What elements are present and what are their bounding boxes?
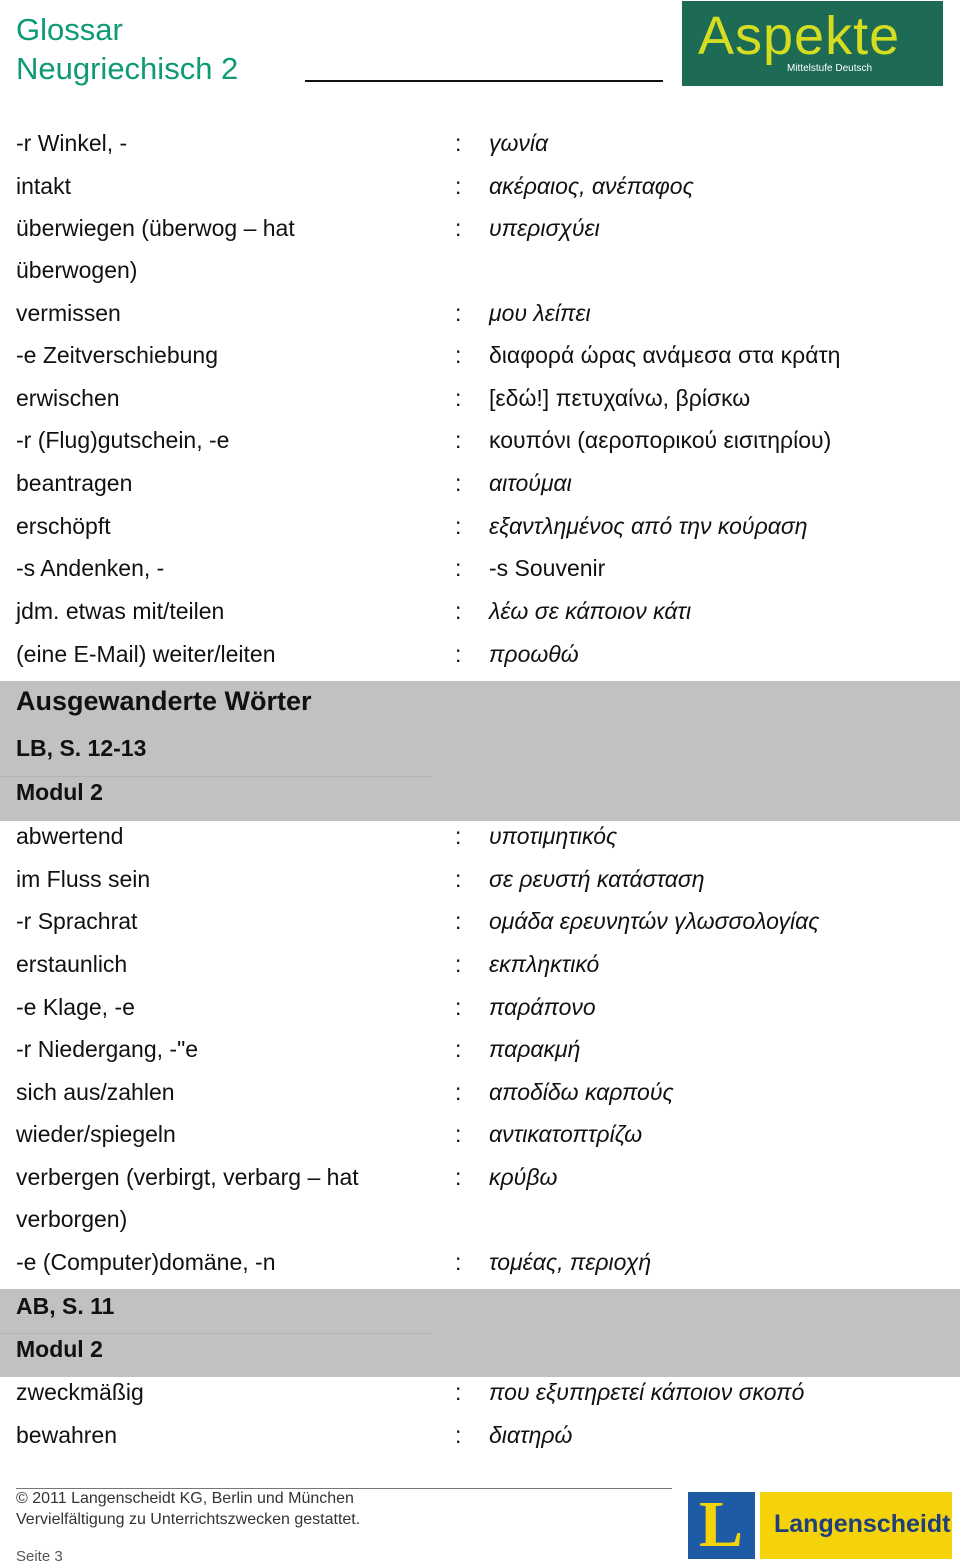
separator: : [455,300,462,326]
german-term: wieder/spiegeln [16,1121,176,1147]
greek-translation: υπερισχύει [489,215,600,241]
greek-translation: αποδίδω καρπούς [489,1079,674,1105]
separator: : [455,823,462,849]
aspekte-logo [682,1,943,86]
separator: : [455,1079,462,1105]
german-term: intakt [16,173,71,199]
separator: : [455,427,462,453]
german-term: -r (Flug)gutschein, -e [16,427,230,453]
german-term: verbergen (verbirgt, verbarg – hat [16,1164,359,1190]
german-term: überwiegen (überwog – hat [16,215,295,241]
separator: : [455,908,462,934]
copyright-text: © 2011 Langenscheidt KG, Berlin und München [16,1490,354,1507]
section-title: Ausgewanderte Wörter [16,686,312,716]
german-term: beantragen [16,470,133,496]
greek-translation: διαφορά ώρας ανάμεσα στα κράτη [489,342,841,368]
german-term: erstaunlich [16,951,128,977]
footer-rule [16,1488,672,1489]
german-term: jdm. etwas mit/teilen [16,598,225,624]
glossary-row [0,1113,960,1155]
glossary-row [0,1156,960,1198]
glossary-row [0,1198,960,1240]
langenscheidt-logo [688,1489,952,1559]
glossary-row [0,590,960,632]
separator: : [455,641,462,667]
header-rule [305,80,663,82]
german-term: -r Sprachrat [16,908,138,934]
glossary-row [0,1414,960,1456]
greek-translation: λέω σε κάποιον κάτι [489,598,692,624]
glossary-row [0,900,960,942]
greek-translation: εξαντλημένος από την κούραση [489,513,808,539]
glossary-row [0,334,960,376]
module-label: Modul 2 [16,1336,103,1362]
greek-translation: προωθώ [489,641,579,667]
greek-translation: ομάδα ερευνητών γλωσσολογίας [489,908,820,934]
german-term: -s Andenken, - [16,555,165,581]
greek-translation: κρύβω [489,1164,558,1190]
separator: : [455,513,462,539]
separator: : [455,1379,462,1405]
separator: : [455,555,462,581]
greek-translation: γωνία [489,130,549,156]
langenscheidt-logo-text: Langenscheidt [774,1510,951,1538]
german-term: -r Winkel, - [16,130,128,156]
aspekte-logo-word: Aspekte [698,6,901,66]
separator: : [455,385,462,411]
german-term: bewahren [16,1422,118,1448]
german-term: überwogen) [16,257,138,283]
greek-translation: μου λείπει [489,300,591,326]
separator: : [455,598,462,624]
german-term: -e Klage, -e [16,994,135,1020]
greek-translation: εκπληκτικό [489,951,600,977]
german-term: erschöpft [16,513,111,539]
greek-translation: που εξυπηρετεί κάποιον σκοπό [489,1379,805,1405]
glossary-row [0,943,960,985]
page-number: Seite 3 [16,1548,63,1565]
german-term: erwischen [16,385,120,411]
glossary-row [0,815,960,857]
separator: : [455,866,462,892]
separator: : [455,130,462,156]
glossary-row [0,249,960,291]
german-term: im Fluss sein [16,866,151,892]
glossary-title [16,10,238,88]
section-header-band [0,1289,960,1377]
glossary-row [0,1028,960,1070]
title-line-1: Glossar [16,12,123,47]
langenscheidt-l-icon: L [698,1488,744,1561]
glossary-row [0,377,960,419]
greek-translation: [εδώ!] πετυχαίνω, βρίσκω [489,385,751,411]
greek-translation: παράπονο [489,994,596,1020]
greek-translation: -s Souvenir [489,555,606,581]
title-line-2: Neugriechisch 2 [16,51,239,86]
separator: : [455,173,462,199]
separator: : [455,342,462,368]
separator: : [455,1036,462,1062]
separator: : [455,215,462,241]
separator: : [455,1422,462,1448]
separator: : [455,1164,462,1190]
glossary-row [0,1241,960,1283]
greek-translation: κουπόνι (αεροπορικού εισιτηρίου) [489,427,832,453]
separator: : [455,951,462,977]
separator: : [455,1249,462,1275]
glossary-row [0,858,960,900]
greek-translation: ακέραιος, ανέπαφος [489,173,694,199]
greek-translation: σε ρευστή κατάσταση [489,866,705,892]
german-term: -e Zeitverschiebung [16,342,218,368]
section-reference: LB, S. 12-13 [16,735,147,761]
greek-translation: τομέας, περιοχή [489,1249,652,1275]
separator: : [455,994,462,1020]
glossary-row [0,462,960,504]
module-label: Modul 2 [16,779,103,805]
glossary-row [0,505,960,547]
glossary-row [0,986,960,1028]
german-term: abwertend [16,823,124,849]
greek-translation: αντικατοπτρίζω [489,1121,643,1147]
glossary-row [0,292,960,334]
separator: : [455,1121,462,1147]
license-text: Vervielfältigung zu Unterrichtszwecken gestattet. [16,1511,361,1528]
glossary-row [0,633,960,675]
greek-translation: διατηρώ [489,1422,573,1448]
german-term: (eine E-Mail) weiter/leiten [16,641,276,667]
glossary-row [0,122,960,164]
glossary-row [0,547,960,589]
glossary-row [0,1371,960,1413]
glossary-row [0,165,960,207]
section-header-band [0,681,960,821]
aspekte-logo-subtitle: Mittelstufe Deutsch [787,63,873,74]
greek-translation: αιτούμαι [489,470,572,496]
german-term: -r Niedergang, -"e [16,1036,199,1062]
glossary-row [0,207,960,249]
german-term: vermissen [16,300,121,326]
german-term: sich aus/zahlen [16,1079,175,1105]
german-term: zweckmäßig [16,1379,144,1405]
german-term: -e (Computer)domäne, -n [16,1249,276,1275]
greek-translation: υποτιμητικός [489,823,618,849]
separator: : [455,470,462,496]
greek-translation: παρακμή [489,1036,581,1062]
section-reference: AB, S. 11 [16,1293,115,1319]
glossary-row [0,1071,960,1113]
german-term: verborgen) [16,1206,128,1232]
glossary-row [0,419,960,461]
